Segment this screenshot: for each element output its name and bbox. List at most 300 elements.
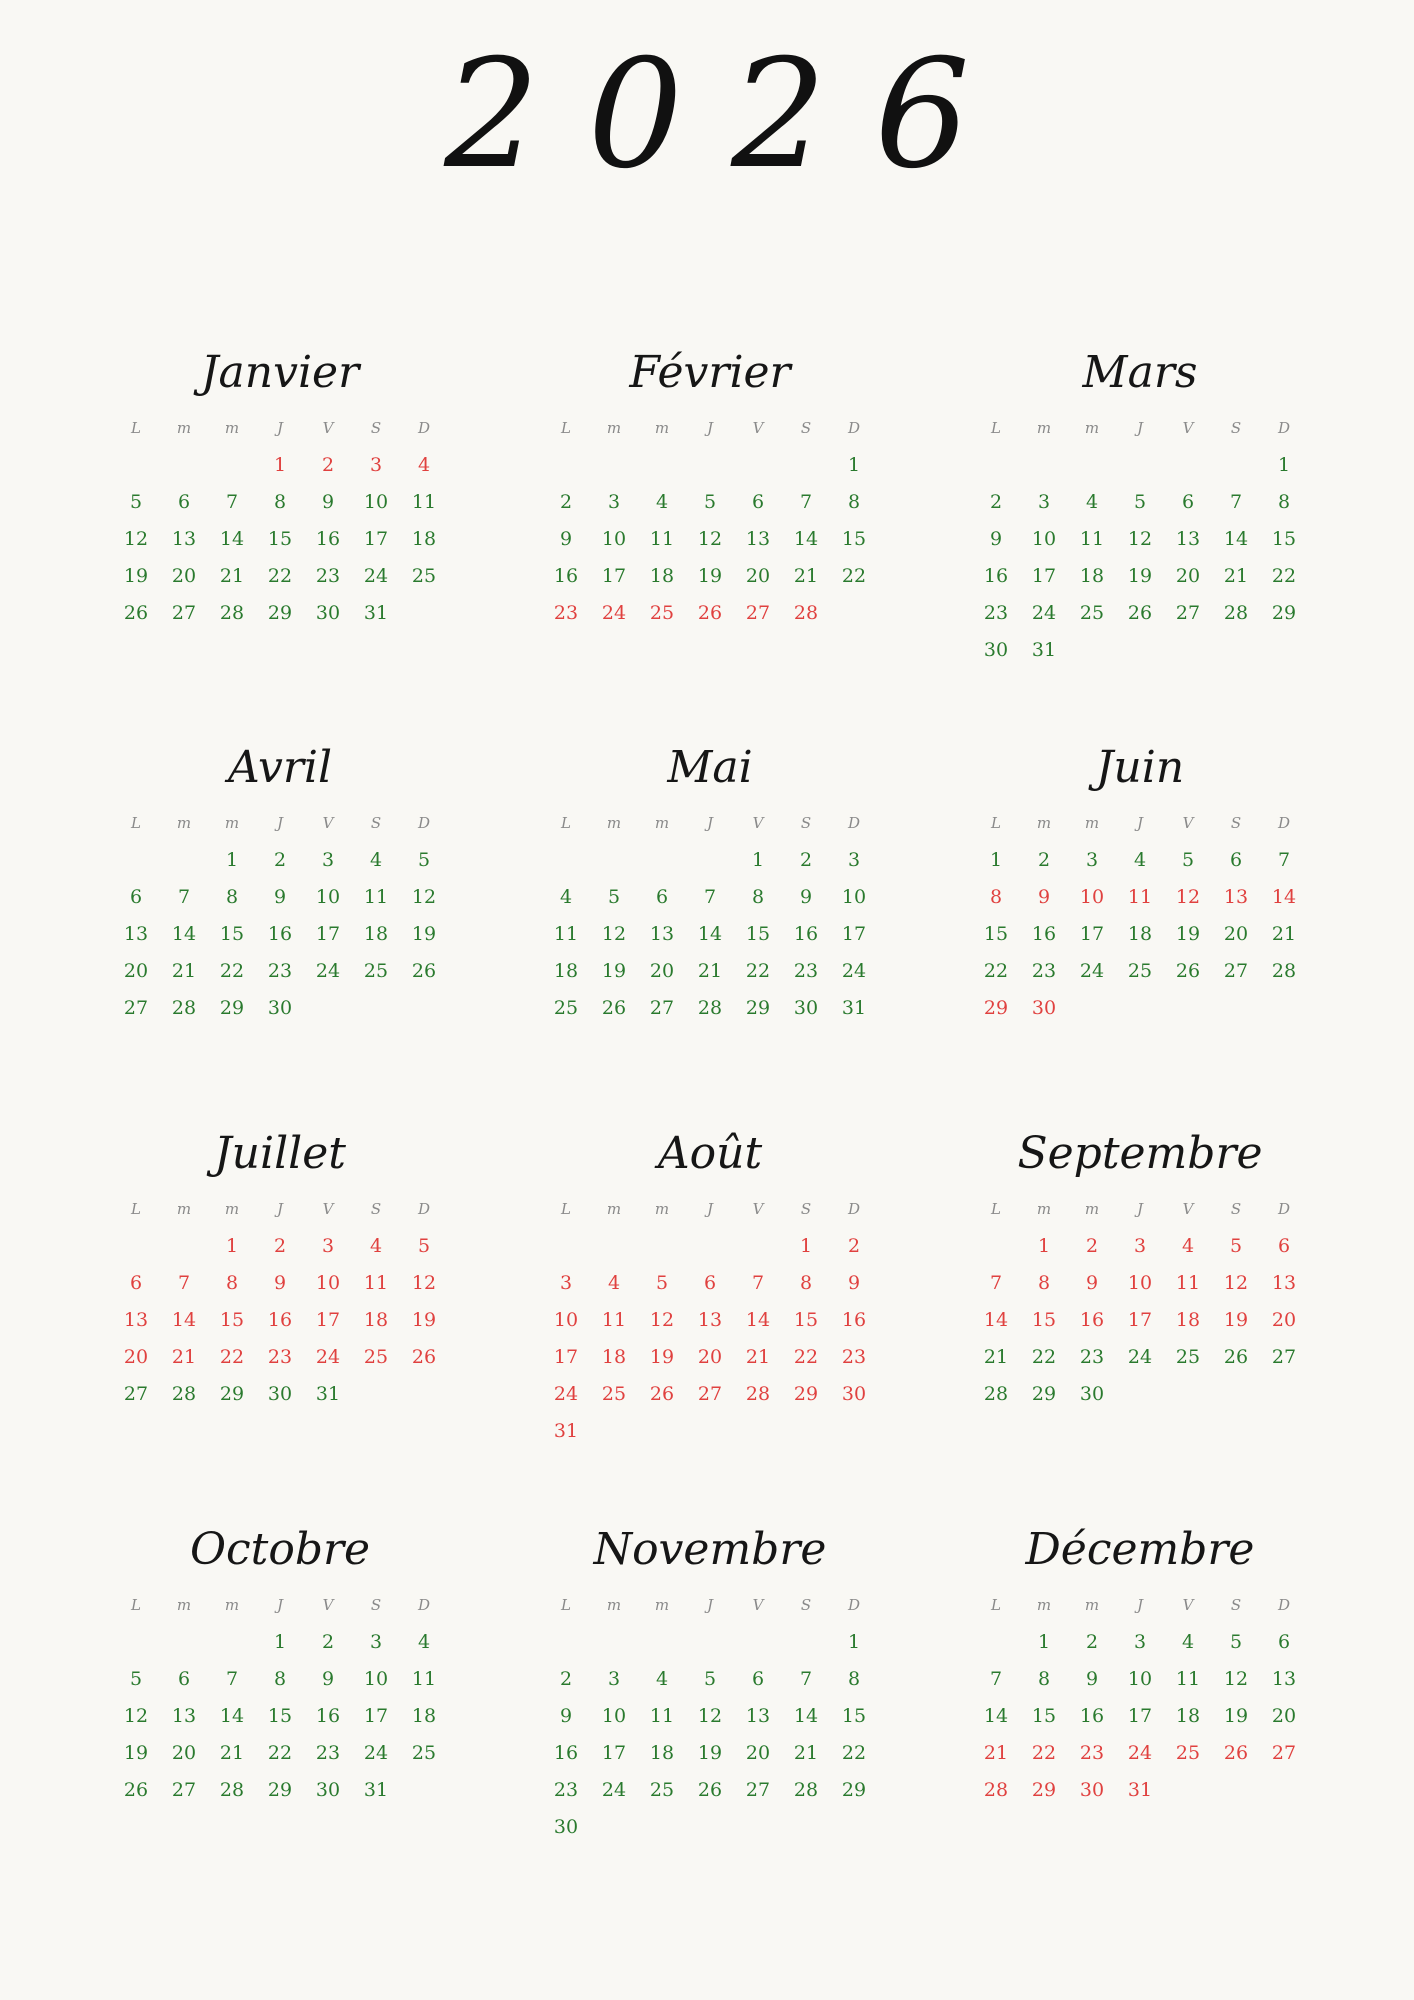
holiday-date: 31 <box>553 1420 579 1442</box>
holiday-date: 31 <box>1127 1779 1153 1801</box>
date: 5 <box>129 491 143 513</box>
holiday-date: 10 <box>553 1309 579 1331</box>
month-block <box>542 1126 878 1450</box>
date: 16 <box>793 923 819 945</box>
holiday-date: 25 <box>363 1346 389 1368</box>
empty-cell <box>112 447 160 484</box>
date: 13 <box>745 528 771 550</box>
holiday-date: 29 <box>1031 1779 1057 1801</box>
weekday-label: L <box>131 419 141 437</box>
date: 21 <box>793 565 819 587</box>
month-name: Août <box>657 1128 763 1179</box>
date: 13 <box>171 1705 197 1727</box>
date: 27 <box>1271 1346 1297 1368</box>
month-block <box>112 740 448 1027</box>
month-block <box>112 345 448 632</box>
weekday-label: J <box>1136 419 1143 437</box>
date: 24 <box>363 565 389 587</box>
date: 30 <box>267 1383 293 1405</box>
date: 29 <box>219 1383 245 1405</box>
holiday-date: 24 <box>601 602 627 624</box>
holiday-date: 7 <box>751 1272 765 1294</box>
weekday-label: J <box>276 419 283 437</box>
holiday-date: 6 <box>129 1272 143 1294</box>
date: 3 <box>847 849 861 871</box>
weekday-label: S <box>800 1596 812 1614</box>
weekday-label: m <box>176 419 192 437</box>
month-block <box>542 345 878 632</box>
holiday-date: 21 <box>983 1742 1009 1764</box>
holiday-date: 18 <box>601 1346 627 1368</box>
holiday-date: 4 <box>417 454 431 476</box>
date: 16 <box>315 528 341 550</box>
date: 20 <box>745 565 771 587</box>
date: 4 <box>1133 849 1147 871</box>
date: 10 <box>363 1668 389 1690</box>
weekday-label: m <box>224 1596 240 1614</box>
month-block <box>112 1126 448 1413</box>
date: 13 <box>123 923 149 945</box>
date: 25 <box>1127 960 1153 982</box>
weekday-label: L <box>991 1596 1001 1614</box>
holiday-date: 18 <box>363 1309 389 1331</box>
date: 23 <box>315 1742 341 1764</box>
date: 4 <box>655 491 669 513</box>
weekday-label: m <box>1084 814 1100 832</box>
date: 2 <box>559 491 573 513</box>
empty-cell <box>590 447 638 484</box>
date: 11 <box>553 923 579 945</box>
empty-cell <box>638 447 686 484</box>
date: 1 <box>751 849 765 871</box>
date: 24 <box>841 960 867 982</box>
date: 22 <box>219 960 245 982</box>
empty-cell <box>208 1624 256 1661</box>
holiday-date: 28 <box>983 1779 1009 1801</box>
date: 14 <box>1223 528 1249 550</box>
holiday-date: 19 <box>1223 1309 1249 1331</box>
weekday-label: m <box>654 814 670 832</box>
date: 11 <box>1175 1668 1201 1690</box>
holiday-date: 2 <box>321 454 335 476</box>
date: 22 <box>983 960 1009 982</box>
date: 14 <box>219 528 245 550</box>
month-grid <box>112 808 448 1027</box>
date: 26 <box>1127 602 1153 624</box>
holiday-date: 3 <box>1133 1235 1147 1257</box>
date: 3 <box>607 491 621 513</box>
holiday-date: 30 <box>1031 997 1057 1019</box>
date: 13 <box>745 1705 771 1727</box>
date: 6 <box>177 491 191 513</box>
date: 5 <box>607 886 621 908</box>
holiday-date: 23 <box>841 1346 867 1368</box>
weekday-label: m <box>224 1200 240 1218</box>
date: 19 <box>411 923 437 945</box>
date: 20 <box>1271 1705 1297 1727</box>
holiday-date: 3 <box>369 454 383 476</box>
date: 10 <box>601 528 627 550</box>
date: 24 <box>1079 960 1105 982</box>
holiday-date: 17 <box>315 1309 341 1331</box>
weekday-label: V <box>1182 1200 1194 1218</box>
date: 30 <box>315 1779 341 1801</box>
empty-cell <box>1020 447 1068 484</box>
weekday-label: S <box>370 1596 382 1614</box>
holiday-date: 11 <box>1127 886 1153 908</box>
date: 13 <box>171 528 197 550</box>
weekday-label: S <box>1230 419 1242 437</box>
empty-cell <box>782 1624 830 1661</box>
weekday-label: J <box>1136 1200 1143 1218</box>
date: 17 <box>315 923 341 945</box>
weekday-label: S <box>800 814 812 832</box>
holiday-date: 27 <box>697 1383 723 1405</box>
month-name: Septembre <box>1017 1128 1263 1179</box>
month-name: Avril <box>227 742 333 793</box>
date: 4 <box>655 1668 669 1690</box>
weekday-label: L <box>991 419 1001 437</box>
weekday-label: m <box>606 419 622 437</box>
holiday-date: 8 <box>989 886 1003 908</box>
date: 15 <box>1271 528 1297 550</box>
empty-cell <box>1164 447 1212 484</box>
weekday-label: J <box>276 814 283 832</box>
month-grid <box>972 808 1308 1027</box>
date: 27 <box>171 1779 197 1801</box>
holiday-date: 25 <box>601 1383 627 1405</box>
holiday-date: 23 <box>267 1346 293 1368</box>
weekday-label: L <box>131 1200 141 1218</box>
holiday-date: 2 <box>273 1235 287 1257</box>
date: 12 <box>123 1705 149 1727</box>
empty-cell <box>734 1228 782 1265</box>
weekday-label: V <box>1182 814 1194 832</box>
empty-cell <box>686 842 734 879</box>
holiday-date: 22 <box>219 1346 245 1368</box>
date: 6 <box>751 491 765 513</box>
date: 17 <box>601 565 627 587</box>
date: 31 <box>1031 639 1057 661</box>
date: 21 <box>1271 923 1297 945</box>
date: 1 <box>847 454 861 476</box>
empty-cell <box>972 1228 1020 1265</box>
empty-cell <box>686 447 734 484</box>
empty-cell <box>542 447 590 484</box>
empty-cell <box>590 842 638 879</box>
date: 21 <box>171 960 197 982</box>
empty-cell <box>542 1624 590 1661</box>
holiday-date: 1 <box>273 454 287 476</box>
month-block <box>542 1522 878 1846</box>
date: 28 <box>171 997 197 1019</box>
holiday-date: 9 <box>847 1272 861 1294</box>
empty-cell <box>160 1624 208 1661</box>
date: 28 <box>1271 960 1297 982</box>
date: 29 <box>267 1779 293 1801</box>
holiday-date: 1 <box>225 1235 239 1257</box>
date: 19 <box>1175 923 1201 945</box>
holiday-date: 28 <box>745 1383 771 1405</box>
date: 9 <box>1085 1668 1099 1690</box>
holiday-date: 27 <box>745 602 771 624</box>
date: 3 <box>1085 849 1099 871</box>
holiday-date: 6 <box>1277 1235 1291 1257</box>
holiday-date: 9 <box>273 1272 287 1294</box>
date: 21 <box>219 1742 245 1764</box>
date: 12 <box>697 528 723 550</box>
date: 16 <box>315 1705 341 1727</box>
holiday-date: 12 <box>649 1309 675 1331</box>
weekday-label: V <box>322 419 334 437</box>
holiday-date: 10 <box>315 1272 341 1294</box>
weekday-label: L <box>561 814 571 832</box>
holiday-date: 15 <box>219 1309 245 1331</box>
weekday-label: m <box>1036 814 1052 832</box>
month-grid <box>542 1590 878 1846</box>
holiday-date: 12 <box>411 1272 437 1294</box>
empty-cell <box>972 447 1020 484</box>
date: 3 <box>1037 491 1051 513</box>
date: 29 <box>841 1779 867 1801</box>
weekday-label: L <box>991 814 1001 832</box>
weekday-label: m <box>176 814 192 832</box>
holiday-date: 4 <box>1181 1235 1195 1257</box>
date: 23 <box>983 602 1009 624</box>
weekday-label: V <box>752 1596 764 1614</box>
holiday-date: 24 <box>1127 1742 1153 1764</box>
date: 11 <box>411 491 437 513</box>
holiday-date: 13 <box>1271 1272 1297 1294</box>
date: 7 <box>1277 849 1291 871</box>
date: 15 <box>267 528 293 550</box>
month-grid <box>112 1194 448 1413</box>
holiday-date: 15 <box>793 1309 819 1331</box>
holiday-date: 14 <box>983 1309 1009 1331</box>
date: 10 <box>315 886 341 908</box>
date: 7 <box>989 1668 1003 1690</box>
date: 3 <box>369 1631 383 1653</box>
date: 15 <box>1031 1705 1057 1727</box>
date: 18 <box>553 960 579 982</box>
holiday-date: 13 <box>697 1309 723 1331</box>
date: 5 <box>1229 1631 1243 1653</box>
month-block <box>972 740 1308 1027</box>
weekday-label: J <box>706 814 713 832</box>
date: 9 <box>321 1668 335 1690</box>
date: 23 <box>1031 960 1057 982</box>
date: 7 <box>177 886 191 908</box>
weekday-label: L <box>991 1200 1001 1218</box>
date: 27 <box>123 1383 149 1405</box>
date: 8 <box>1277 491 1291 513</box>
date: 12 <box>601 923 627 945</box>
weekday-label: D <box>417 1596 431 1614</box>
month-grid <box>972 1590 1308 1809</box>
holiday-date: 30 <box>1079 1779 1105 1801</box>
date: 28 <box>219 602 245 624</box>
date: 16 <box>553 1742 579 1764</box>
date: 14 <box>171 923 197 945</box>
date: 16 <box>267 923 293 945</box>
date: 5 <box>417 849 431 871</box>
empty-cell <box>160 842 208 879</box>
weekday-label: J <box>706 1596 713 1614</box>
date: 15 <box>267 1705 293 1727</box>
date: 3 <box>1133 1631 1147 1653</box>
weekday-label: S <box>800 419 812 437</box>
date: 4 <box>369 849 383 871</box>
holiday-date: 11 <box>1175 1272 1201 1294</box>
date: 14 <box>697 923 723 945</box>
weekday-label: S <box>370 419 382 437</box>
date: 29 <box>219 997 245 1019</box>
weekday-label: m <box>176 1596 192 1614</box>
holiday-date: 5 <box>417 1235 431 1257</box>
date: 17 <box>1127 1705 1153 1727</box>
date: 6 <box>751 1668 765 1690</box>
date: 6 <box>129 886 143 908</box>
date: 9 <box>273 886 287 908</box>
holiday-date: 23 <box>553 602 579 624</box>
date: 27 <box>649 997 675 1019</box>
date: 7 <box>703 886 717 908</box>
date: 19 <box>1127 565 1153 587</box>
holiday-date: 14 <box>745 1309 771 1331</box>
date: 17 <box>363 1705 389 1727</box>
month-name: Mars <box>1082 347 1198 398</box>
empty-cell <box>112 1624 160 1661</box>
holiday-date: 9 <box>1037 886 1051 908</box>
date: 18 <box>411 1705 437 1727</box>
month-name: Janvier <box>200 347 360 398</box>
month-name: Novembre <box>593 1524 827 1575</box>
holiday-date: 18 <box>1175 1309 1201 1331</box>
empty-cell <box>638 1228 686 1265</box>
weekday-label: m <box>176 1200 192 1218</box>
date: 8 <box>847 1668 861 1690</box>
date: 5 <box>1181 849 1195 871</box>
holiday-date: 17 <box>553 1346 579 1368</box>
date: 27 <box>745 1779 771 1801</box>
holiday-date: 21 <box>171 1346 197 1368</box>
date: 26 <box>697 1779 723 1801</box>
date: 19 <box>601 960 627 982</box>
month-name: Février <box>629 347 791 398</box>
date: 12 <box>123 528 149 550</box>
weekday-label: m <box>654 1200 670 1218</box>
holiday-date: 3 <box>559 1272 573 1294</box>
date: 25 <box>649 1779 675 1801</box>
date: 5 <box>1133 491 1147 513</box>
date: 27 <box>123 997 149 1019</box>
weekday-label: V <box>752 1200 764 1218</box>
date: 28 <box>697 997 723 1019</box>
holiday-date: 5 <box>655 1272 669 1294</box>
date: 18 <box>1127 923 1153 945</box>
empty-cell <box>590 1228 638 1265</box>
date: 17 <box>841 923 867 945</box>
holiday-date: 12 <box>1223 1272 1249 1294</box>
holiday-date: 25 <box>649 602 675 624</box>
date: 2 <box>1037 849 1051 871</box>
date: 28 <box>171 1383 197 1405</box>
date: 21 <box>983 1346 1009 1368</box>
date: 21 <box>1223 565 1249 587</box>
date: 17 <box>1031 565 1057 587</box>
date: 15 <box>983 923 1009 945</box>
date: 18 <box>649 1742 675 1764</box>
month-block <box>972 1126 1308 1413</box>
weekday-label: m <box>224 814 240 832</box>
date: 6 <box>655 886 669 908</box>
date: 20 <box>745 1742 771 1764</box>
date: 23 <box>793 960 819 982</box>
date: 26 <box>1223 1346 1249 1368</box>
date: 15 <box>745 923 771 945</box>
date: 4 <box>559 886 573 908</box>
date: 30 <box>1079 1383 1105 1405</box>
holiday-date: 16 <box>267 1309 293 1331</box>
date: 1 <box>989 849 1003 871</box>
holiday-date: 15 <box>1031 1309 1057 1331</box>
weekday-label: S <box>370 1200 382 1218</box>
empty-cell <box>782 447 830 484</box>
date: 16 <box>1079 1705 1105 1727</box>
month-grid <box>972 1194 1308 1413</box>
date: 8 <box>273 1668 287 1690</box>
empty-cell <box>160 1228 208 1265</box>
month-block <box>112 1522 448 1809</box>
weekday-label: m <box>1084 1596 1100 1614</box>
weekday-label: V <box>1182 1596 1194 1614</box>
date: 17 <box>1079 923 1105 945</box>
date: 9 <box>559 528 573 550</box>
date: 30 <box>315 602 341 624</box>
date: 26 <box>1175 960 1201 982</box>
month-name: Juillet <box>214 1128 346 1179</box>
date: 20 <box>1223 923 1249 945</box>
holiday-date: 19 <box>411 1309 437 1331</box>
holiday-date: 20 <box>697 1346 723 1368</box>
holiday-date: 16 <box>841 1309 867 1331</box>
date: 9 <box>989 528 1003 550</box>
weekday-label: m <box>1084 1200 1100 1218</box>
date: 18 <box>1079 565 1105 587</box>
holiday-date: 11 <box>601 1309 627 1331</box>
date: 27 <box>1223 960 1249 982</box>
holiday-date: 24 <box>315 1346 341 1368</box>
date: 6 <box>177 1668 191 1690</box>
month-block <box>542 740 878 1027</box>
weekday-label: L <box>131 814 141 832</box>
weekday-label: m <box>1036 1200 1052 1218</box>
date: 8 <box>751 886 765 908</box>
weekday-label: m <box>606 1200 622 1218</box>
date: 31 <box>315 1383 341 1405</box>
date: 14 <box>793 528 819 550</box>
date: 17 <box>601 1742 627 1764</box>
empty-cell <box>638 842 686 879</box>
holiday-date: 25 <box>1175 1742 1201 1764</box>
date: 26 <box>123 1779 149 1801</box>
date: 12 <box>697 1705 723 1727</box>
empty-cell <box>160 447 208 484</box>
holiday-date: 7 <box>177 1272 191 1294</box>
weekday-label: m <box>654 419 670 437</box>
date: 31 <box>363 602 389 624</box>
date: 19 <box>1223 1705 1249 1727</box>
